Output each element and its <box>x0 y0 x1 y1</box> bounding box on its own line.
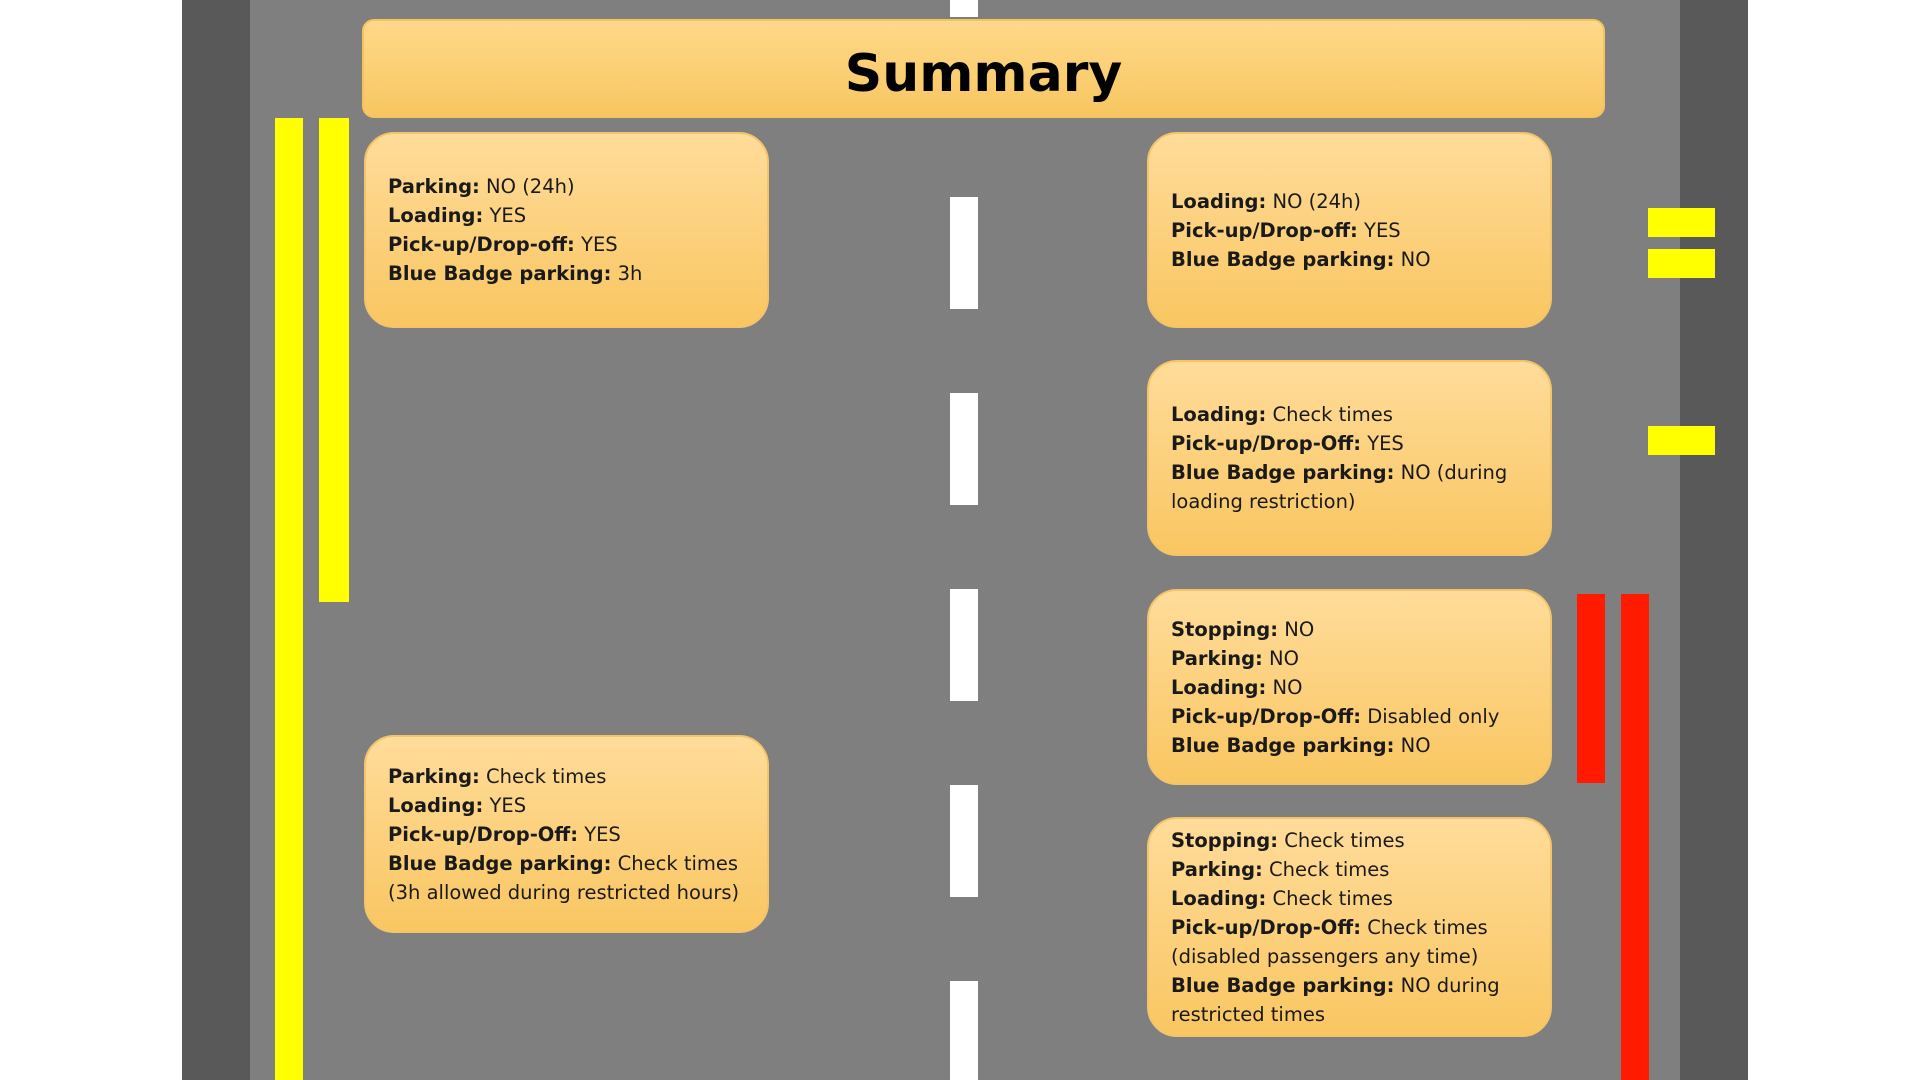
card-row: Blue Badge parking: NO during restricted times <box>1171 973 1500 1026</box>
card-row: Loading: NO <box>1171 675 1303 699</box>
card-row: Blue Badge parking: NO (during loading restriction) <box>1171 461 1508 513</box>
card-row: Parking: NO <box>1171 646 1299 670</box>
card-row: Loading: YES <box>388 793 527 817</box>
card-row: Loading: Check times <box>1171 403 1393 426</box>
card-row: Pick-up/Drop-off: YES <box>388 233 618 256</box>
centre-line-dash <box>950 589 978 701</box>
right-pavement <box>1680 0 1748 1080</box>
card-row: Pick-up/Drop-Off: YES <box>388 822 621 846</box>
card-row: Blue Badge parking: NO <box>1171 733 1431 757</box>
card-row: Pick-up/Drop-off: YES <box>1171 218 1401 242</box>
left-pavement <box>182 0 250 1080</box>
info-card-double-kerb-blips <box>1147 132 1552 328</box>
yellow-kerb-blip <box>1648 426 1715 455</box>
card-row: Stopping: Check times <box>1171 828 1405 852</box>
card-row: Blue Badge parking: Check times (3h allowed during restricted hours) <box>388 851 740 904</box>
page-title: Summary <box>844 43 1123 104</box>
card-row: Blue Badge parking: 3h <box>388 262 643 285</box>
centre-line-dash <box>950 981 978 1080</box>
info-card-double-yellow <box>364 132 769 328</box>
centre-line-dash <box>950 197 978 309</box>
card-row: Loading: NO (24h) <box>1171 189 1362 213</box>
yellow-kerb-blip <box>1648 249 1715 278</box>
card-row: Parking: Check times <box>1171 857 1390 881</box>
info-card-single-kerb-blip <box>1147 360 1552 556</box>
yellow-kerb-blip <box>1648 208 1715 237</box>
double-red-line-inner <box>1577 594 1605 783</box>
info-card-single-yellow <box>364 735 769 933</box>
card-row: Loading: YES <box>388 204 527 227</box>
card-row: Pick-up/Drop-Off: Disabled only <box>1171 704 1500 728</box>
card-row: Pick-up/Drop-Off: Check times (disabled passengers any time) <box>1171 915 1488 968</box>
card-row: Blue Badge parking: NO <box>1171 247 1431 271</box>
card-row: Parking: Check times <box>388 764 607 788</box>
double-yellow-line-inner <box>319 118 349 602</box>
info-card-single-red <box>1147 817 1552 1037</box>
summary-title-banner <box>362 19 1605 118</box>
centre-line-dash <box>950 0 978 17</box>
centre-line-dash <box>950 393 978 505</box>
single-yellow-line <box>275 118 303 1080</box>
info-card-double-red <box>1147 589 1552 785</box>
card-row: Stopping: NO <box>1171 617 1315 641</box>
card-row: Loading: Check times <box>1171 886 1393 910</box>
centre-line-dash <box>950 785 978 897</box>
card-row: Parking: NO (24h) <box>388 175 575 198</box>
card-row: Pick-up/Drop-Off: YES <box>1171 432 1404 455</box>
red-line-outer <box>1621 594 1649 1080</box>
